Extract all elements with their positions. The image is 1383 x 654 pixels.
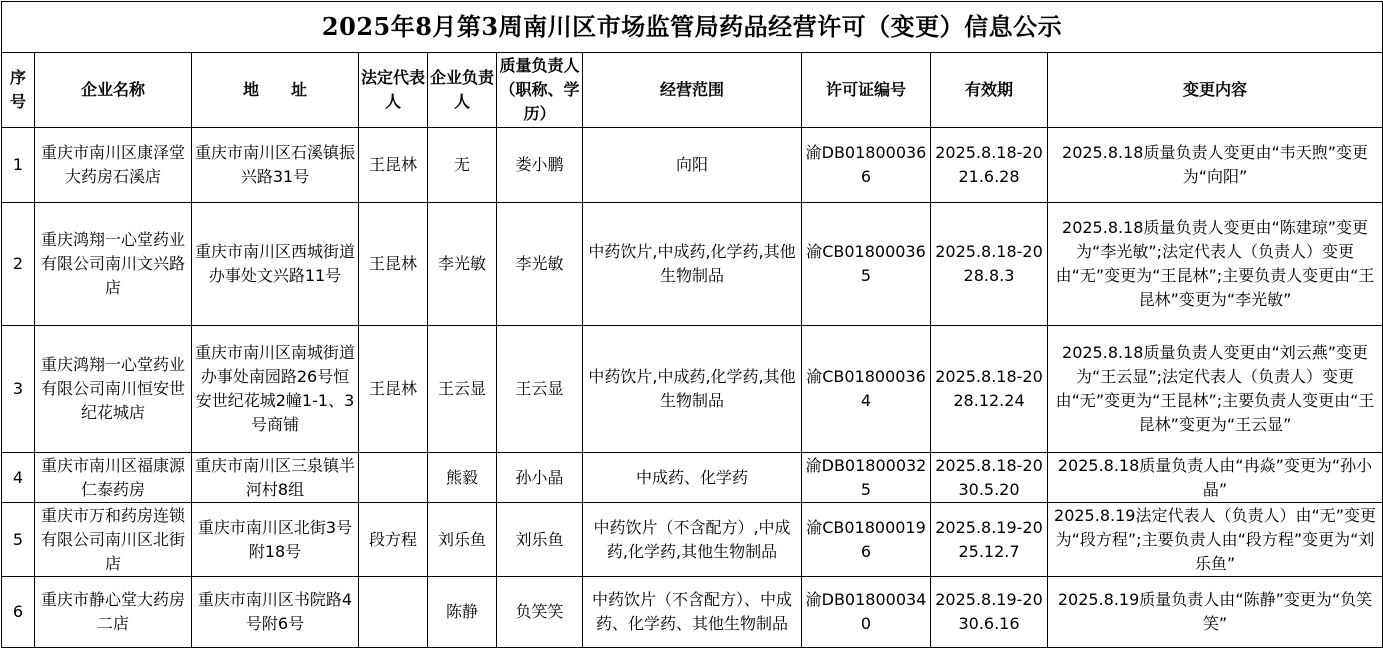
header-scope: 经营范围 xyxy=(583,53,802,128)
cell-scope: 中药饮片（不含配方）,中成药,化学药,其他生物制品 xyxy=(583,503,802,577)
cell-enterprise-head: 无 xyxy=(428,128,497,203)
cell-scope: 中成药、化学药 xyxy=(583,453,802,503)
cell-company: 重庆市静心堂大药房二店 xyxy=(35,577,192,648)
header-license-no: 许可证编号 xyxy=(802,53,931,128)
header-row xyxy=(2,53,1383,128)
cell-change: 2025.8.19法定代表人（负责人）由“无”变更为“段方程”;主要负责人由“段方程”变更为“刘乐鱼” xyxy=(1048,503,1383,577)
cell-company: 重庆市南川区康泽堂大药房石溪店 xyxy=(35,128,192,203)
cell-company: 重庆市南川区福康源仁泰药房 xyxy=(35,453,192,503)
cell-license-no: 渝DB018000325 xyxy=(802,453,931,503)
cell-legal-rep xyxy=(359,577,428,648)
table-row xyxy=(2,577,1383,648)
cell-seq: 2 xyxy=(2,203,35,326)
cell-seq: 4 xyxy=(2,453,35,503)
cell-license-no: 渝CB018000365 xyxy=(802,203,931,326)
cell-scope: 中药饮片,中成药,化学药,其他生物制品 xyxy=(583,326,802,453)
cell-legal-rep: 王昆林 xyxy=(359,203,428,326)
table-row xyxy=(2,503,1383,577)
cell-address: 重庆市南川区西城街道办事处文兴路11号 xyxy=(192,203,359,326)
cell-seq: 1 xyxy=(2,128,35,203)
cell-validity: 2025.8.18-2030.5.20 xyxy=(931,453,1048,503)
header-enterprise-head: 企业负责人 xyxy=(428,53,497,128)
cell-company: 重庆鸿翔一心堂药业有限公司南川恒安世纪花城店 xyxy=(35,326,192,453)
cell-change: 2025.8.19质量负责人由“陈静”变更为“负笑笑” xyxy=(1048,577,1383,648)
cell-validity: 2025.8.19-2025.12.7 xyxy=(931,503,1048,577)
cell-legal-rep: 段方程 xyxy=(359,503,428,577)
cell-change: 2025.8.18质量负责人变更由“陈建琼”变更为“李光敏”;法定代表人（负责人）变更由“无”变更为“王昆林”;主要负责人变更由“王昆林”变更为“李光敏” xyxy=(1048,203,1383,326)
cell-quality-head: 娄小鹏 xyxy=(497,128,583,203)
cell-legal-rep: 王昆林 xyxy=(359,326,428,453)
cell-address: 重庆市南川区石溪镇振兴路31号 xyxy=(192,128,359,203)
header-address: 地 址 xyxy=(192,53,359,128)
cell-validity: 2025.8.18-2021.6.28 xyxy=(931,128,1048,203)
cell-change: 2025.8.18质量负责人由“冉焱”变更为“孙小晶” xyxy=(1048,453,1383,503)
cell-seq: 6 xyxy=(2,577,35,648)
cell-seq: 3 xyxy=(2,326,35,453)
table-row xyxy=(2,203,1383,326)
cell-address: 重庆市南川区北街3号附18号 xyxy=(192,503,359,577)
header-company: 企业名称 xyxy=(35,53,192,128)
cell-quality-head: 刘乐鱼 xyxy=(497,503,583,577)
cell-quality-head: 李光敏 xyxy=(497,203,583,326)
cell-validity: 2025.8.18-2028.8.3 xyxy=(931,203,1048,326)
cell-change: 2025.8.18质量负责人变更由“韦天煦”变更为“向阳” xyxy=(1048,128,1383,203)
cell-company: 重庆鸿翔一心堂药业有限公司南川文兴路店 xyxy=(35,203,192,326)
cell-quality-head: 王云显 xyxy=(497,326,583,453)
cell-enterprise-head: 刘乐鱼 xyxy=(428,503,497,577)
license-change-table xyxy=(1,1,1383,648)
cell-enterprise-head: 熊毅 xyxy=(428,453,497,503)
cell-license-no: 渝CB018000364 xyxy=(802,326,931,453)
page-title: 2025年8月第3周南川区市场监管局药品经营许可（变更）信息公示 xyxy=(2,2,1383,53)
cell-validity: 2025.8.18-2028.12.24 xyxy=(931,326,1048,453)
cell-validity: 2025.8.19-2030.6.16 xyxy=(931,577,1048,648)
cell-legal-rep: 王昆林 xyxy=(359,128,428,203)
header-quality-head: 质量负责人（职称、学历） xyxy=(497,53,583,128)
cell-scope: 中药饮片（不含配方）、中成药、化学药、其他生物制品 xyxy=(583,577,802,648)
table-row xyxy=(2,453,1383,503)
table-row xyxy=(2,326,1383,453)
cell-license-no: 渝CB018000196 xyxy=(802,503,931,577)
cell-quality-head: 负笑笑 xyxy=(497,577,583,648)
cell-scope: 中药饮片,中成药,化学药,其他生物制品 xyxy=(583,203,802,326)
header-change: 变更内容 xyxy=(1048,53,1383,128)
header-seq: 序号 xyxy=(2,53,35,128)
cell-address: 重庆市南川区南城街道办事处南园路26号恒安世纪花城2幢1-1、3号商铺 xyxy=(192,326,359,453)
cell-address: 重庆市南川区三泉镇半河村8组 xyxy=(192,453,359,503)
cell-license-no: 渝DB018000340 xyxy=(802,577,931,648)
cell-license-no: 渝DB018000366 xyxy=(802,128,931,203)
cell-company: 重庆市万和药房连锁有限公司南川区北街店 xyxy=(35,503,192,577)
cell-seq: 5 xyxy=(2,503,35,577)
cell-legal-rep xyxy=(359,453,428,503)
cell-enterprise-head: 李光敏 xyxy=(428,203,497,326)
cell-change: 2025.8.18质量负责人变更由“刘云燕”变更为“王云显”;法定代表人（负责人）变更由“无”变更为“王昆林”;主要负责人变更由“王昆林”变更为“王云显” xyxy=(1048,326,1383,453)
cell-enterprise-head: 陈静 xyxy=(428,577,497,648)
cell-enterprise-head: 王云显 xyxy=(428,326,497,453)
cell-address: 重庆市南川区书院路4号附6号 xyxy=(192,577,359,648)
cell-scope: 向阳 xyxy=(583,128,802,203)
cell-quality-head: 孙小晶 xyxy=(497,453,583,503)
header-validity: 有效期 xyxy=(931,53,1048,128)
header-legal-rep: 法定代表人 xyxy=(359,53,428,128)
table-row xyxy=(2,128,1383,203)
